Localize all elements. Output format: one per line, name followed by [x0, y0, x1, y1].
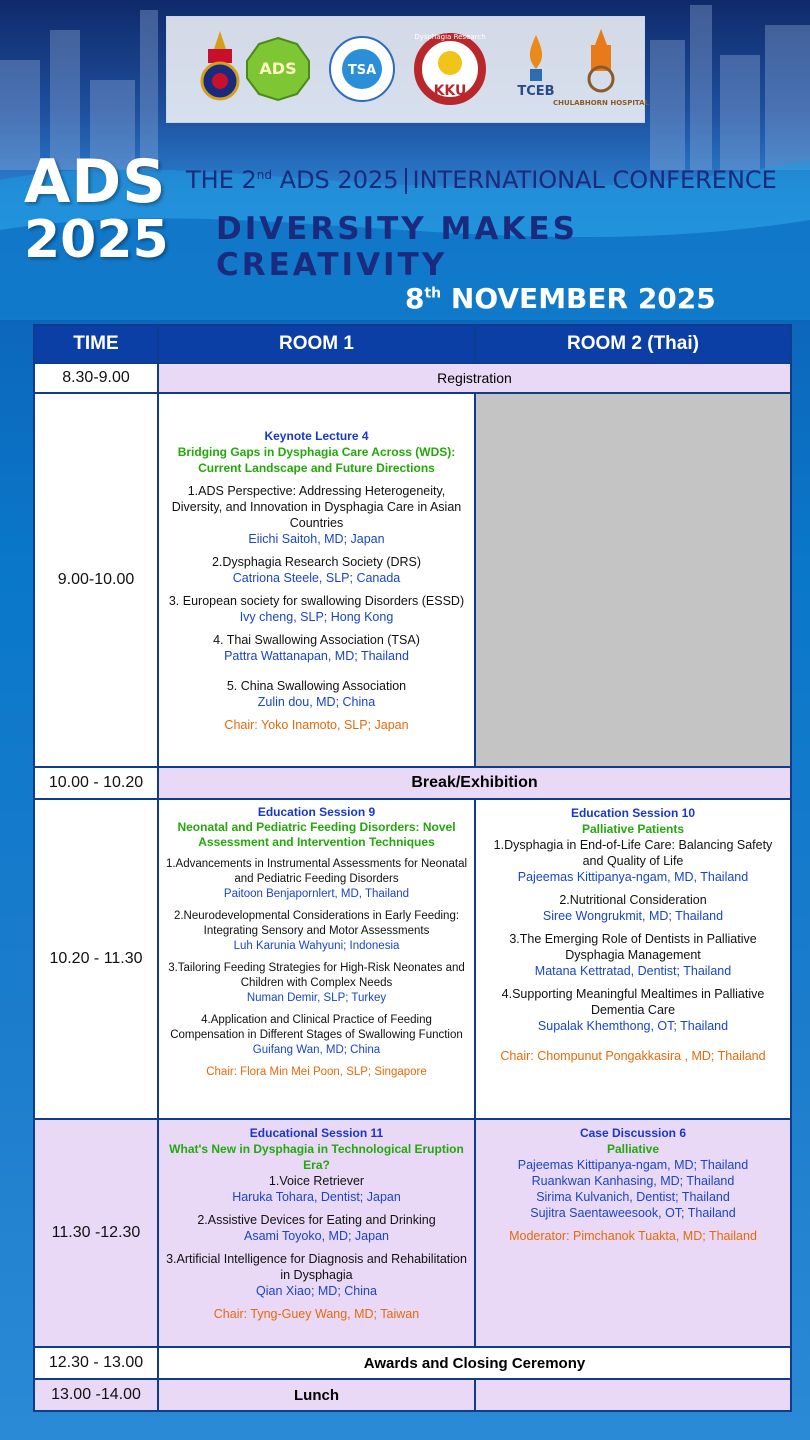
- speaker: Numan Demir, SLP; Turkey: [246, 992, 387, 1004]
- time-cell: 9.00-10.00: [34, 393, 158, 767]
- keynote-session-cell: [158, 393, 475, 767]
- tsa-logo: [331, 27, 393, 111]
- session-chair: Chair: Yoko Inamoto, SLP; Japan: [224, 717, 409, 732]
- talk-title: 3.Tailoring Feeding Strategies for High-Risk Neonates and Children with Complex Needs: [168, 962, 465, 989]
- session-chair: Chair: Tyng-Guey Wang, MD; Taiwan: [213, 1307, 420, 1321]
- talk-title: 1.Dysphagia in End-of-Life Care: Balancing Safety and Quality of Life: [493, 838, 773, 868]
- talk-title: 1.Voice Retriever: [268, 1174, 365, 1188]
- talk-title: 1.Advancements in Instrumental Assessments for Neonatal and Pediatric Feeding Disorders: [165, 858, 468, 885]
- empty-room2-cell: [475, 393, 791, 767]
- session-subtitle: Neonatal and Pediatric Feeding Disorders: Novel Assessment and Intervention Techniques: [177, 820, 456, 849]
- speaker: Asami Toyoko, MD; Japan: [244, 1229, 389, 1243]
- talk-title: 4.Application and Clinical Practice of Feeding Compensation in Different Stages of Swallowing Function: [170, 1014, 463, 1041]
- lunch-cell: Lunch: [158, 1379, 475, 1411]
- column-header-time: TIME: [34, 325, 158, 363]
- conference-tagline: DIVERSITY MAKES CREATIVITY: [216, 211, 578, 283]
- table-row: [34, 1119, 791, 1347]
- ads-logo: [247, 27, 309, 111]
- empty-room2-cell: [475, 1379, 791, 1411]
- talk-title: 3. European society for swallowing Disorders (ESSD): [168, 593, 465, 608]
- conference-title: THE 2nd ADS 2025 INTERNATIONAL CONFERENCE: [186, 166, 777, 194]
- session-chair: Chair: Flora Min Mei Poon, SLP; Singapore: [206, 1066, 427, 1078]
- svg-text:TSA: TSA: [347, 63, 377, 78]
- education-session-10-cell: [475, 799, 791, 1119]
- session-title: Keynote Lecture 4: [264, 428, 369, 443]
- chulabhorn-hospital-logo: [552, 27, 650, 111]
- talk-title: 2.Assistive Devices for Eating and Drinking: [197, 1213, 436, 1227]
- break-cell: Break/Exhibition: [158, 767, 791, 799]
- speaker: Pattra Wattanapan, MD; Thailand: [224, 648, 409, 663]
- session-moderator: Moderator: Pimchanok Tuakta, MD; Thailand: [509, 1229, 757, 1243]
- table-row: [34, 767, 791, 799]
- table-row: [34, 1347, 791, 1379]
- case-discussion-6-cell: [475, 1119, 791, 1347]
- talk-title: 1.ADS Perspective: Addressing Heterogeneity, Diversity, and Innovation in Dysphagia Care in Asian Countries: [171, 483, 462, 530]
- time-cell: 10.20 - 11.30: [34, 799, 158, 1119]
- time-cell: 8.30-9.00: [34, 363, 158, 393]
- awards-ceremony-cell: Awards and Closing Ceremony: [158, 1347, 791, 1379]
- time-cell: 10.00 - 10.20: [34, 767, 158, 799]
- speaker: Matana Kettratad, Dentist; Thailand: [534, 964, 732, 978]
- time-cell: 13.00 -14.00: [34, 1379, 158, 1411]
- table-row: [34, 799, 791, 1119]
- time-cell: 12.30 - 13.00: [34, 1347, 158, 1379]
- speaker: Guifang Wan, MD; China: [252, 1044, 381, 1056]
- table-row: [34, 363, 791, 393]
- svg-text:CHULABHORN HOSPITAL: CHULABHORN HOSPITAL: [552, 99, 650, 107]
- talk-title: 5. China Swallowing Association: [226, 678, 407, 693]
- speaker: Sujitra Saentaweesook, OT; Thailand: [530, 1206, 736, 1220]
- event-date: 8th NOVEMBER 2025: [405, 282, 716, 315]
- table-row: [34, 1379, 791, 1411]
- speaker: Ivy cheng, SLP; Hong Kong: [239, 609, 394, 624]
- royal-crest-logo: [189, 27, 251, 111]
- talk-title: 3.Artificial Intelligence for Diagnosis and Rehabilitation in Dysphagia: [166, 1252, 467, 1282]
- speaker: Ruankwan Kanhasing, MD; Thailand: [531, 1174, 735, 1188]
- registration-cell: Registration: [158, 363, 791, 393]
- session-chair: Chair: Chompunut Pongakkasira , MD; Thailand: [500, 1049, 766, 1063]
- table-row: [34, 393, 791, 767]
- talk-title: 2.Nutritional Consideration: [559, 893, 707, 907]
- speaker: Qian Xiao; MD; China: [256, 1284, 377, 1298]
- talk-title: 2.Neurodevelopmental Considerations in Early Feeding: Integrating Sensory and Motor Assessments: [173, 910, 460, 937]
- talk-title: 4.Supporting Meaningful Mealtimes in Palliative Dementia Care: [501, 987, 765, 1017]
- education-session-9-cell: [158, 799, 475, 1119]
- educational-session-11-cell: [158, 1119, 475, 1347]
- svg-text:KKU: KKU: [433, 83, 467, 99]
- session-subtitle: What's New in Dysphagia in Technological Eruption Era?: [169, 1142, 464, 1172]
- speaker: Zulin dou, MD; China: [257, 694, 376, 709]
- sponsor-logo-bar: [166, 16, 650, 123]
- speaker: Haruka Tohara, Dentist; Japan: [232, 1190, 401, 1204]
- header-banner: [0, 0, 810, 320]
- kku-dysphagia-research-logo: [415, 27, 485, 111]
- time-cell: 11.30 -12.30: [34, 1119, 158, 1347]
- speaker: Siree Wongrukmit, MD; Thailand: [542, 909, 724, 923]
- column-header-room2: ROOM 2 (Thai): [475, 325, 791, 363]
- svg-text:ADS: ADS: [259, 59, 297, 78]
- session-title: Case Discussion 6: [579, 1126, 687, 1140]
- svg-text:Dysphagia Research: Dysphagia Research: [414, 33, 486, 41]
- talk-title: 4. Thai Swallowing Association (TSA): [213, 632, 420, 647]
- session-subtitle: Palliative Patients: [581, 822, 685, 836]
- session-title: Education Session 10: [570, 806, 696, 820]
- schedule-table: [33, 324, 792, 1412]
- speaker: Catriona Steele, SLP; Canada: [232, 570, 401, 585]
- session-title: Educational Session 11: [249, 1126, 384, 1140]
- speaker: Pajeemas Kittipanya-ngam, MD; Thailand: [517, 1158, 749, 1172]
- table-header-row: [34, 325, 791, 363]
- speaker: Sirima Kulvanich, Dentist; Thailand: [536, 1190, 730, 1204]
- session-title: Education Session 9: [257, 805, 376, 819]
- talk-title: 2.Dysphagia Research Society (DRS): [211, 554, 422, 569]
- talk-title: 3.The Emerging Role of Dentists in Palliative Dysphagia Management: [509, 932, 757, 962]
- speaker: Pajeemas Kittipanya-ngam, MD, Thailand: [517, 870, 749, 884]
- svg-text:TCEB: TCEB: [517, 84, 555, 99]
- ads-2025-wordmark: ADS 2025: [24, 147, 169, 270]
- column-header-room1: ROOM 1: [158, 325, 475, 363]
- session-subtitle: Bridging Gaps in Dysphagia Care Across (WDS): Current Landscape and Future Directions: [177, 444, 456, 475]
- speaker: Eiichi Saitoh, MD; Japan: [248, 531, 385, 546]
- speaker: Supalak Khemthong, OT; Thailand: [537, 1019, 729, 1033]
- speaker: Paitoon Benjapornlert, MD, Thailand: [223, 888, 410, 900]
- session-subtitle: Palliative: [606, 1142, 660, 1156]
- speaker: Luh Karunia Wahyuni; Indonesia: [233, 940, 400, 952]
